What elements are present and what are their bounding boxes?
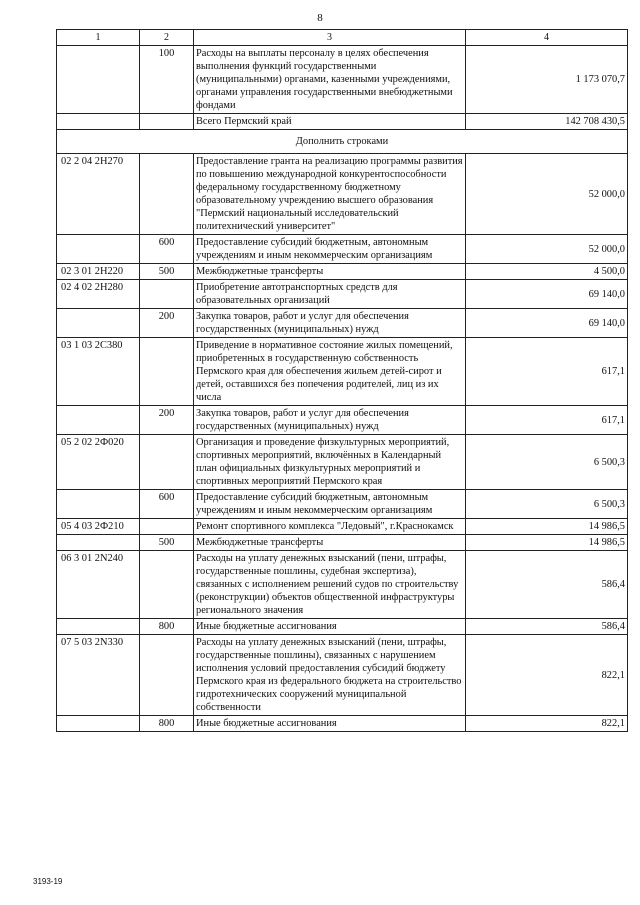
row-expense-type (140, 154, 194, 235)
row-description: Приведение в нормативное состояние жилых помещений, приобретенных в государственную собственность Пермского края для обеспечения жильем детей-сирот и детей, оставшихся без попечения родителей, лиц из их числа (194, 338, 466, 406)
column-header: 2 (140, 30, 194, 46)
row-code: 03 1 03 2С380 (57, 338, 140, 406)
row-expense-type (140, 280, 194, 309)
table-row (57, 519, 628, 535)
row-description: Расходы на выплаты персоналу в целях обеспечения выполнения функций государственными (муниципальными) органами, казенными учреждениями, органами управления государственными внебюджетными фондами (194, 46, 466, 114)
row-expense-type (140, 551, 194, 619)
row-description: Расходы на уплату денежных взысканий (пени, штрафы, государственные пошлины, судебная экспертиза), связанных с исполнением решений судов по строительству (реконструкции) объектов общественной инфраструктуры регионального значения (194, 551, 466, 619)
row-amount: 4 500,0 (466, 264, 628, 280)
table-row (57, 264, 628, 280)
row-description: Закупка товаров, работ и услуг для обеспечения государственных (муниципальных) нужд (194, 406, 466, 435)
row-description: Расходы на уплату денежных взысканий (пени, штрафы, государственные пошлины), связанных с нарушением исполнения условий предоставления субсидий бюджету Пермского края из федерального бюджета на строительство гидротехнических сооружений муниципальной собственности (194, 635, 466, 716)
row-code (57, 490, 140, 519)
row-expense-type: 500 (140, 264, 194, 280)
table-row-total (57, 114, 628, 130)
table-header (57, 30, 628, 46)
row-code: 02 4 02 2Н280 (57, 280, 140, 309)
row-amount: 14 986,5 (466, 519, 628, 535)
table-row (57, 716, 628, 732)
table-row (57, 406, 628, 435)
row-description: Иные бюджетные ассигнования (194, 619, 466, 635)
row-amount: 69 140,0 (466, 309, 628, 338)
table-body (57, 46, 628, 732)
table-row (57, 490, 628, 519)
row-expense-type (140, 519, 194, 535)
row-code: 05 2 02 2Ф020 (57, 435, 140, 490)
row-amount: 617,1 (466, 406, 628, 435)
row-expense-type: 800 (140, 716, 194, 732)
row-expense-type: 200 (140, 406, 194, 435)
column-header: 1 (57, 30, 140, 46)
row-description: Всего Пермский край (194, 114, 466, 130)
row-description: Межбюджетные трансферты (194, 264, 466, 280)
row-amount: 586,4 (466, 551, 628, 619)
table-row (57, 154, 628, 235)
section-label: Дополнить строками (57, 130, 628, 154)
row-code (57, 309, 140, 338)
header-row (57, 30, 628, 46)
row-amount: 52 000,0 (466, 235, 628, 264)
row-amount: 52 000,0 (466, 154, 628, 235)
row-description: Предоставление субсидий бюджетным, автономным учреждениям и иным некоммерческим организациям (194, 490, 466, 519)
row-amount: 6 500,3 (466, 435, 628, 490)
table-row (57, 280, 628, 309)
row-expense-type: 600 (140, 490, 194, 519)
row-expense-type (140, 635, 194, 716)
row-expense-type (140, 338, 194, 406)
row-code (57, 535, 140, 551)
row-description: Организация и проведение физкультурных мероприятий, спортивных мероприятий, включённых в Календарный план официальных физкультурных мероприятий и спортивных мероприятий Пермского края (194, 435, 466, 490)
column-header: 3 (194, 30, 466, 46)
row-amount: 6 500,3 (466, 490, 628, 519)
table-row (57, 46, 628, 114)
row-description: Межбюджетные трансферты (194, 535, 466, 551)
row-amount: 617,1 (466, 338, 628, 406)
row-amount: 586,4 (466, 619, 628, 635)
table-row (57, 619, 628, 635)
row-expense-type: 500 (140, 535, 194, 551)
row-code (57, 619, 140, 635)
section-row (57, 130, 628, 154)
table-row (57, 435, 628, 490)
table-row (57, 235, 628, 264)
row-expense-type: 600 (140, 235, 194, 264)
row-code: 05 4 03 2Ф210 (57, 519, 140, 535)
row-amount: 142 708 430,5 (466, 114, 628, 130)
row-amount: 822,1 (466, 635, 628, 716)
row-description: Предоставление гранта на реализацию программы развития по повышению международной конкурентоспособности федеральному государственному бюджетному образовательному учреждению высшего образования "Пермский национальный исследовательский политехнический университет" (194, 154, 466, 235)
row-amount: 1 173 070,7 (466, 46, 628, 114)
row-code: 07 5 03 2N330 (57, 635, 140, 716)
row-description: Приобретение автотранспортных средств для образовательных организаций (194, 280, 466, 309)
row-description: Ремонт спортивного комплекса "Ледовый", г.Краснокамск (194, 519, 466, 535)
budget-table (56, 29, 628, 732)
row-code (57, 406, 140, 435)
row-expense-type (140, 435, 194, 490)
row-code: 06 3 01 2N240 (57, 551, 140, 619)
table-row (57, 338, 628, 406)
row-code: 02 3 01 2Н220 (57, 264, 140, 280)
document-code: 3193-19 (33, 877, 63, 886)
row-description: Закупка товаров, работ и услуг для обеспечения государственных (муниципальных) нужд (194, 309, 466, 338)
table-row (57, 535, 628, 551)
page-number: 8 (317, 12, 323, 24)
row-expense-type: 200 (140, 309, 194, 338)
row-expense-type: 100 (140, 46, 194, 114)
row-code (57, 46, 140, 114)
row-description: Предоставление субсидий бюджетным, автономным учреждениям и иным некоммерческим организациям (194, 235, 466, 264)
table-row (57, 551, 628, 619)
row-expense-type (140, 114, 194, 130)
table-row (57, 635, 628, 716)
row-expense-type: 800 (140, 619, 194, 635)
row-code: 02 2 04 2Н270 (57, 154, 140, 235)
table-row (57, 309, 628, 338)
row-code (57, 235, 140, 264)
row-code (57, 114, 140, 130)
column-header: 4 (466, 30, 628, 46)
row-amount: 14 986,5 (466, 535, 628, 551)
row-code (57, 716, 140, 732)
row-description: Иные бюджетные ассигнования (194, 716, 466, 732)
row-amount: 822,1 (466, 716, 628, 732)
row-amount: 69 140,0 (466, 280, 628, 309)
